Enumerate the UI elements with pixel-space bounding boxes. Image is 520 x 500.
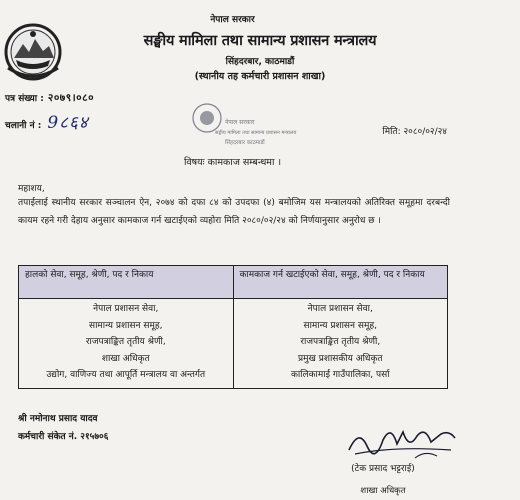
letter-date [382, 124, 447, 137]
assigned-details [233, 299, 448, 389]
reference-label: पत्र संख्या : [5, 94, 44, 104]
reference-number [5, 91, 94, 105]
office-stamp-icon [185, 88, 297, 150]
assigned-office: कालिकामाई गाउँपालिका, पर्सा [290, 370, 390, 380]
recipient-name: श्री नमोनाथ प्रसाद यादव [18, 414, 98, 424]
current-details [19, 299, 234, 389]
current-class: राजपत्राङ्कित तृतीय श्रेणी, [85, 337, 166, 347]
current-post: शाखा अधिकृत [101, 353, 150, 364]
dispatch-number [5, 110, 89, 133]
assigned-group: सामान्य प्रशासन समूह, [303, 320, 377, 331]
letter-subject: विषयः कामकाज सम्बन्धमा । [183, 157, 282, 168]
date-value: २०८०/०२/२४ [403, 127, 447, 137]
current-service: नेपाल प्रशासन सेवा, [93, 304, 159, 314]
table-header-current: हालको सेवा, समूह, श्रेणी, पद र निकाय [19, 266, 234, 299]
assigned-post: प्रमुख प्रशासकीय अधिकृत [298, 353, 383, 364]
ministry-title: सङ्घीय मामिला तथा सामान्य प्रशासन मन्त्रालय [143, 33, 377, 49]
current-office: उद्योग, वाणिज्य तथा आपूर्ति मन्त्रालय वा अन्तर्गत [46, 370, 206, 380]
letter-body: तपाईलाई स्थानीय सरकार सञ्चालन ऐन, २०७४ को दफा ८४ को उपदफा (४) बमोजिम यस मन्त्रालयको अतिरिक्त समूहमा दरबन्दी कायम रहने गरी देहाय अनुसार कामकाज गर्न खटाईएको व्यहोरा मिति २०८०/०२/२४ को निर्णयानुसार अनुरोध छ । [18, 198, 450, 226]
government-title: नेपाल सरकार [210, 15, 255, 25]
stamp-line3: सिंहदरबार काठमाडौं [225, 140, 265, 146]
date-label: मिति: [382, 127, 401, 137]
table-header-row [19, 266, 448, 299]
assigned-service: नेपाल प्रशासन सेवा, [307, 304, 373, 314]
signatory-designation: शाखा अधिकृत [360, 486, 406, 496]
stamp-line2: सङ्घीय मामिला तथा सामान्य प्रशासन मन्त्रालय [215, 130, 297, 136]
assigned-class: राजपत्राङ्कित तृतीय श्रेणी, [300, 337, 381, 347]
salutation: महाशय, [18, 184, 45, 194]
assignment-table [18, 265, 448, 389]
office-location: सिंहदरबार, काठमाडौं [225, 57, 295, 67]
current-group: सामान्य प्रशासन समूह, [89, 320, 163, 331]
table-header-assigned: कामकाज गर्न खटाईएको सेवा, समूह, श्रेणी, पद र निकाय [233, 266, 448, 299]
branch-name: (स्थानीय तह कर्मचारी प्रशासन शाखा) [194, 71, 326, 82]
signatory-name: (टेक प्रसाद भट्टराई) [351, 464, 415, 474]
handwritten-signature-icon [345, 420, 460, 464]
recipient-id: कर्मचारी संकेत नं. २१५७०६ [18, 432, 109, 442]
dispatch-label: चलानी नं : [5, 121, 42, 131]
reference-value: २०७९।०८० [47, 92, 95, 104]
stamp-line1: नेपाल सरकार [225, 119, 255, 126]
dispatch-value: 9८६४ [47, 113, 89, 133]
table-row [19, 299, 448, 389]
